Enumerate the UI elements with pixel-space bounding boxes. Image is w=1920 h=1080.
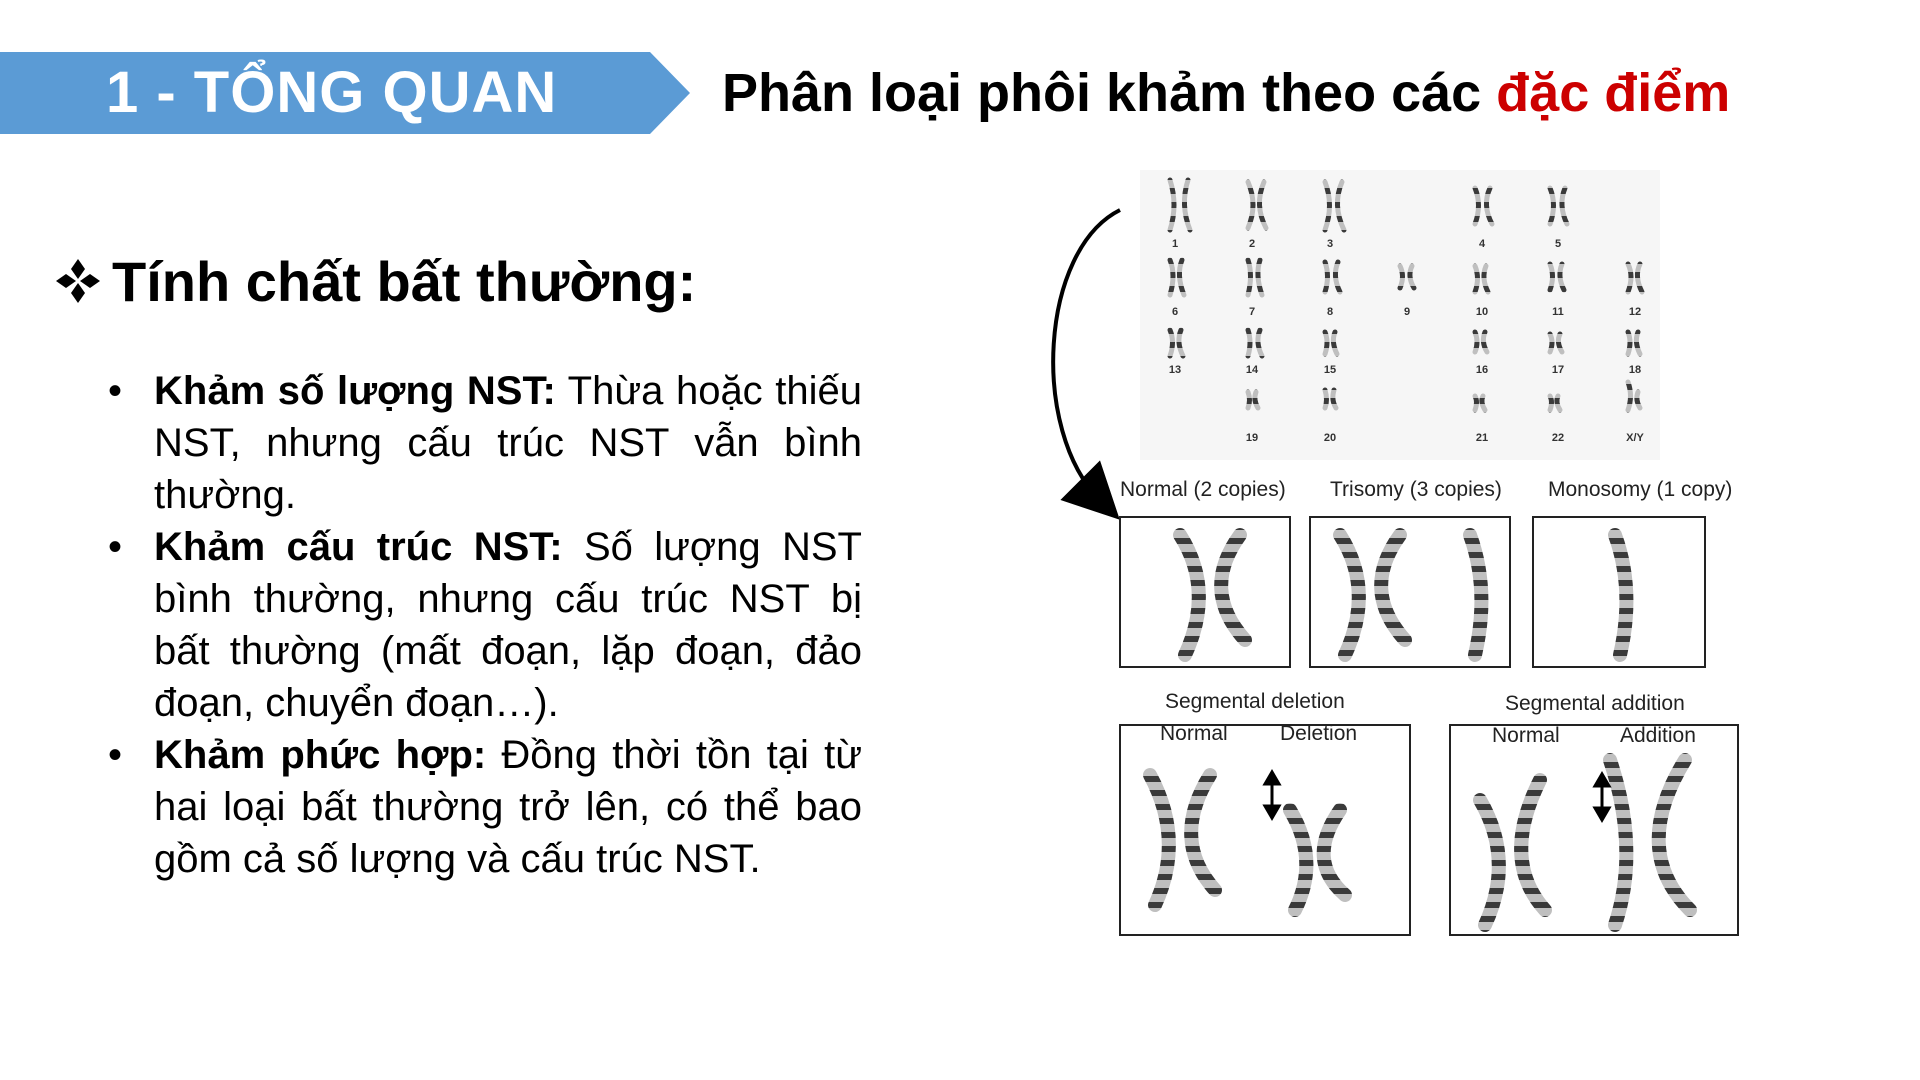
section-heading bbox=[54, 244, 696, 320]
karyotype-number: 18 bbox=[1628, 364, 1642, 376]
karyotype-number: 9 bbox=[1403, 306, 1411, 318]
karyotype-number: 15 bbox=[1323, 364, 1337, 376]
karyotype-number: X/Y bbox=[1626, 432, 1644, 444]
bullet-term: Khảm cấu trúc NST: bbox=[154, 525, 563, 569]
slide-title-prefix: Phân loại phôi khảm theo các bbox=[722, 63, 1497, 123]
bullet-text: Thừa hoặc thiếu NST, nhưng cấu trúc NST vẫn bình thường. bbox=[154, 369, 863, 517]
label-deletion: Deletion bbox=[1280, 722, 1358, 745]
karyotype-number: 2 bbox=[1248, 238, 1256, 250]
section-banner bbox=[0, 52, 690, 134]
banner-label: 1 - TỔNG QUAN bbox=[106, 60, 558, 125]
chromosome-figure bbox=[1020, 160, 1780, 960]
slide-title-accent: đặc điểm bbox=[1496, 63, 1731, 123]
bullet-term: Khảm số lượng NST: bbox=[154, 369, 556, 413]
chromosome-illustration bbox=[1020, 160, 1780, 960]
label-addition: Addition bbox=[1620, 724, 1696, 747]
label-normal: Normal (2 copies) bbox=[1120, 478, 1286, 501]
label-monosomy: Monosomy (1 copy) bbox=[1548, 478, 1733, 501]
karyotype-number: 12 bbox=[1628, 306, 1642, 318]
karyotype-number: 5 bbox=[1554, 238, 1562, 250]
karyotype-number: 13 bbox=[1168, 364, 1182, 376]
list-item: • Khảm cấu trúc NST: Số lượng NST bình thường, nhưng cấu trúc NST bị bất thường (mất đoạn, lặp đoạn, đảo đoạn, chuyển đoạn…). bbox=[107, 525, 862, 725]
curved-arrow bbox=[1053, 210, 1120, 500]
slide-title bbox=[722, 58, 1730, 128]
label-add-normal: Normal bbox=[1492, 724, 1560, 747]
karyotype-number: 16 bbox=[1475, 364, 1489, 376]
karyotype-number: 19 bbox=[1245, 432, 1259, 444]
karyotype-number: 20 bbox=[1323, 432, 1337, 444]
label-del-normal: Normal bbox=[1160, 722, 1228, 745]
list-item: • Khảm số lượng NST: Thừa hoặc thiếu NST, nhưng cấu trúc NST vẫn bình thường. bbox=[107, 369, 863, 517]
karyotype-number: 21 bbox=[1475, 432, 1489, 444]
label-trisomy: Trisomy (3 copies) bbox=[1330, 478, 1502, 501]
label-seg-addition: Segmental addition bbox=[1505, 692, 1685, 715]
diamond-bullet-icon bbox=[54, 257, 102, 305]
bullet-term: Khảm phức hợp: bbox=[154, 733, 487, 777]
karyotype-number: 4 bbox=[1478, 238, 1486, 250]
karyotype-number: 8 bbox=[1326, 306, 1334, 318]
karyotype-number: 10 bbox=[1475, 306, 1489, 318]
list-item: • Khảm phức hợp: Đồng thời tồn tại từ hai loại bất thường trở lên, có thể bao gồm cả số lượng và cấu trúc NST. bbox=[107, 733, 862, 881]
bullet-text: Số lượng NST bình thường, nhưng cấu trúc NST bị bất thường (mất đoạn, lặp đoạn, đảo đoạn, chuyển đoạn…). bbox=[154, 525, 862, 725]
karyotype-number: 6 bbox=[1171, 306, 1179, 318]
karyotype-number: 11 bbox=[1552, 306, 1564, 318]
karyotype-number: 7 bbox=[1248, 306, 1256, 318]
karyotype-number: 3 bbox=[1326, 238, 1334, 250]
bullet-list bbox=[100, 365, 862, 885]
karyotype-number: 22 bbox=[1551, 432, 1565, 444]
karyotype-number: 14 bbox=[1245, 364, 1259, 376]
section-heading-text: Tính chất bất thường: bbox=[112, 250, 697, 313]
bullet-text: Đồng thời tồn tại từ hai loại bất thường trở lên, có thể bao gồm cả số lượng và cấu trúc NST. bbox=[154, 733, 862, 881]
label-seg-deletion: Segmental deletion bbox=[1165, 690, 1345, 713]
karyotype-number: 17 bbox=[1551, 364, 1565, 376]
karyotype-number: 1 bbox=[1171, 238, 1179, 250]
